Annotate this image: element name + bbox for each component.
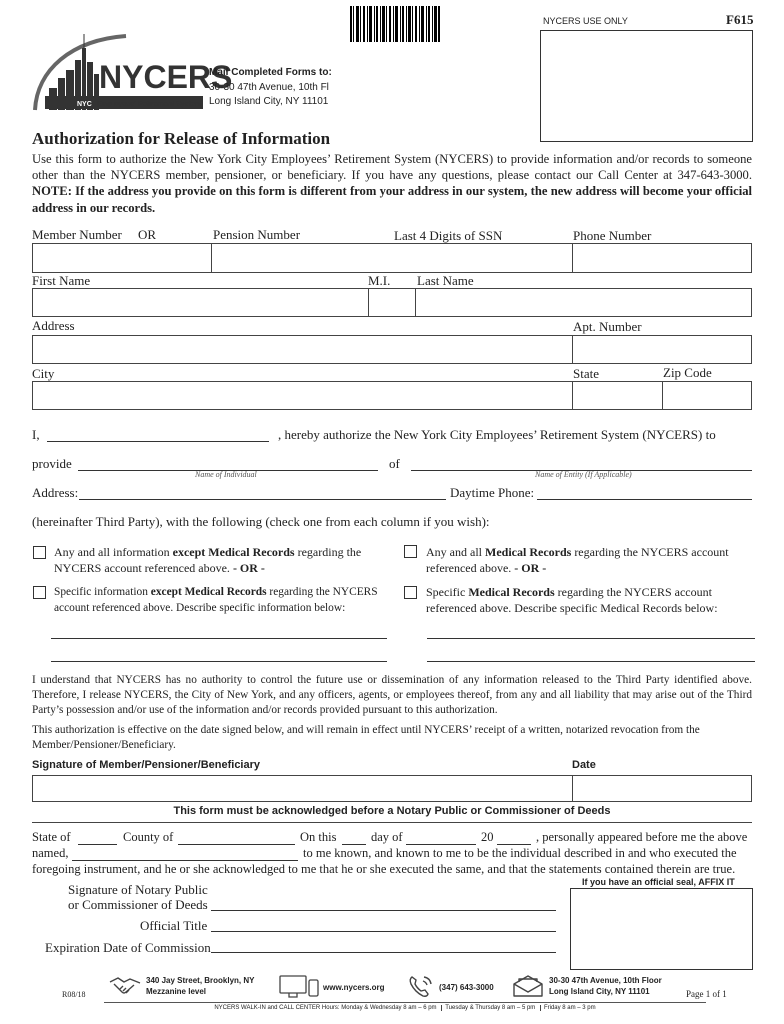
opt2-text-d: account referenced above. Describe specific information below: — [54, 602, 346, 614]
intro-text — [32, 151, 752, 216]
hours-label: NYCERS WALK-IN and CALL CENTER Hours: — [214, 1005, 340, 1011]
county-of-label: County of — [123, 830, 174, 844]
known-text: to me known, and known to me to be the individual described in and who executed the — [303, 846, 737, 860]
logo-subtitle: Employees' Retirement System — [97, 101, 201, 108]
mi-field[interactable] — [368, 288, 416, 317]
pension-ssn-field[interactable] — [211, 243, 573, 273]
specific-medical-line-2[interactable] — [427, 661, 755, 662]
intro-body: Use this form to authorize the New York City Employees’ Retirement System (NYCERS) to provide information and/or records to someone other than the NYCERS member, pensioner, or beneficiary. If you have any questions, please contact our Call Center at 347-643-3000. — [32, 152, 752, 183]
specific-info-line-1[interactable] — [51, 638, 387, 639]
opt4-text-a: Specific — [426, 585, 469, 599]
phone-label: Phone Number — [573, 228, 652, 243]
official-title-line[interactable] — [211, 931, 556, 932]
opt3-text-c: regarding the NYCERS account — [571, 545, 729, 559]
effective-paragraph: This authorization is effective on the date signed below, and will remain in effect until NYCERS’ receipt of a written, notarized revocation from the Member/Pensioner/Beneficiary. — [32, 724, 700, 751]
specific-medical-line-1[interactable] — [427, 638, 755, 639]
daytime-phone-label: Daytime Phone: — [450, 485, 535, 500]
last-name-field[interactable] — [415, 288, 752, 317]
signature-field[interactable] — [32, 775, 573, 802]
opt2-text-c: regarding the NYCERS — [266, 586, 378, 598]
notary-signature-label-1: Signature of Notary Public — [68, 882, 208, 897]
opt1-text-d: NYCERS account referenced above. — [54, 561, 233, 575]
office-use-box — [540, 30, 753, 142]
notary-seal-box — [570, 888, 753, 970]
opt1-text-c: regarding the — [294, 545, 362, 559]
notary-heading: This form must be acknowledged before a Notary Public or Commissioner of Deeds — [173, 805, 611, 817]
option-any-except-medical — [54, 544, 386, 576]
city-label: City — [32, 366, 55, 381]
first-name-field[interactable] — [32, 288, 369, 317]
member-number-field[interactable] — [32, 243, 212, 273]
foregoing-text: foregoing instrument, and he or she acknowledged to me that he or she executed the same, and that the statements contained therein are true. — [32, 862, 736, 876]
logo-text: NYCERS — [99, 59, 233, 95]
opt4-text-b: Medical Records — [468, 585, 555, 599]
mail-line1: 30-30 47th Avenue, 10th Fl — [209, 82, 329, 93]
opt2-text-b: except Medical Records — [150, 586, 267, 598]
option-specific-medical-checkbox[interactable] — [404, 586, 417, 599]
opt3-text-b: Medical Records — [485, 545, 572, 559]
member-number-label: Member Number — [32, 227, 122, 242]
i-label: I, — [32, 427, 40, 442]
hereinafter-text: (hereinafter Third Party), with the following (check one from each column if you wish): — [32, 514, 490, 529]
footer-loc1-line2: Mezzanine level — [146, 987, 207, 996]
footer-loc2-line1: 30-30 47th Avenue, 10th Floor — [549, 976, 662, 985]
or-label: OR — [138, 227, 157, 242]
signature-date-field[interactable] — [572, 775, 752, 802]
mail-line2: Long Island City, NY 11101 — [209, 96, 329, 107]
opt1-text-b: except Medical Records — [172, 545, 295, 559]
address-label: Address — [32, 318, 75, 333]
signature-label: Signature of Member/Pensioner/Beneficiary — [32, 759, 261, 771]
phone-field[interactable] — [572, 243, 752, 273]
daytime-phone-line[interactable] — [537, 499, 752, 500]
option-specific-medical — [426, 584, 756, 616]
named-label: named, — [32, 846, 69, 860]
official-title-label: Official Title — [140, 918, 208, 933]
notary-year-line[interactable] — [497, 844, 531, 845]
footer-divider — [104, 1002, 706, 1003]
page-number: Page 1 of 1 — [686, 989, 727, 999]
expiration-line[interactable] — [211, 952, 556, 953]
city-field[interactable] — [32, 381, 573, 410]
opt3-text-e: - OR - — [514, 561, 547, 575]
apt-label: Apt. Number — [573, 319, 642, 334]
provide-label: provide — [32, 456, 72, 471]
hours-fri: Friday 8 am – 3 pm — [543, 1005, 596, 1011]
of-label: of — [389, 456, 400, 471]
zip-label: Zip Code — [663, 365, 712, 380]
footer-website[interactable]: www.nycers.org — [323, 983, 385, 992]
expiration-label: Expiration Date of Commission — [45, 940, 211, 955]
last-name-label: Last Name — [417, 273, 474, 288]
option-any-medical — [426, 544, 756, 576]
state-label: State — [573, 366, 599, 381]
opt4-text-d: referenced above. Describe specific Medical Records below: — [426, 601, 718, 615]
barcode — [350, 6, 440, 42]
ssn-label: Last 4 Digits of SSN — [394, 228, 503, 243]
notary-day-line[interactable] — [342, 844, 366, 845]
hours-tue-thu: Tuesday & Thursday 8 am – 5 pm — [445, 1005, 536, 1011]
option-specific-except-medical-checkbox[interactable] — [33, 586, 46, 599]
footer-phone: (347) 643-3000 — [439, 983, 494, 992]
form-code: F615 — [726, 12, 754, 27]
state-field[interactable] — [572, 381, 663, 410]
notary-county-line[interactable] — [178, 844, 295, 845]
notary-state-line[interactable] — [78, 844, 117, 845]
address-field[interactable] — [32, 335, 573, 364]
hours-mon-wed: Monday & Wednesday 8 am – 6 pm — [341, 1005, 437, 1011]
notary-divider — [32, 822, 752, 823]
handshake-icon — [108, 974, 142, 998]
mail-icon — [511, 974, 545, 998]
opt1-text-e: - OR - — [232, 561, 265, 575]
pension-number-label: Pension Number — [213, 227, 301, 242]
day-of-label: day of — [371, 830, 403, 844]
option-specific-except-medical — [54, 584, 386, 616]
year-prefix-label: 20 — [481, 830, 494, 844]
option-any-medical-checkbox[interactable] — [404, 545, 417, 558]
form-title: Authorization for Release of Information — [32, 129, 331, 148]
footer-hours — [104, 1005, 706, 1011]
notary-signature-line[interactable] — [211, 910, 556, 911]
mail-title: Mail Completed Forms to: — [209, 67, 332, 78]
opt4-text-c: regarding the NYCERS account — [554, 585, 712, 599]
specific-info-line-2[interactable] — [51, 661, 387, 662]
revision-code: R08/18 — [62, 990, 86, 999]
seal-note: If you have an official seal, AFFIX IT — [582, 877, 735, 887]
intro-note: NOTE: If the address you provide on this form is different from your address in our system, the new address will become your official address in our records. — [32, 184, 752, 215]
authorizer-name-line[interactable] — [47, 441, 269, 442]
nycers-logo — [31, 30, 233, 115]
office-use-label: NYCERS USE ONLY — [543, 16, 628, 26]
option-any-except-medical-checkbox[interactable] — [33, 546, 46, 559]
footer-loc2-line2: Long Island City, NY 11101 — [549, 987, 650, 996]
third-party-address-line[interactable] — [79, 499, 446, 500]
footer-loc1-line1: 340 Jay Street, Brooklyn, NY — [146, 976, 255, 985]
computer-icon — [278, 974, 320, 1000]
name-entity-caption: Name of Entity (If Applicable) — [535, 470, 632, 479]
appeared-text: , personally appeared before me the above — [536, 830, 748, 844]
opt3-text-d: referenced above. — [426, 561, 515, 575]
release-paragraph: I understand that NYCERS has no authority to control the future use or dissemination of any information released to the Third Party identified above. Therefore, I release NYCERS, the City of New York, and any officers, agents, or employees thereof, from any and all liability that may arise out of the Third Party’s possession and/or use of the information and/or records provided pursuant to this authorization. — [32, 674, 752, 716]
notary-month-line[interactable] — [406, 844, 476, 845]
opt2-text-a: Specific information — [54, 586, 151, 598]
opt3-text-a: Any and all — [426, 545, 485, 559]
name-individual-caption: Name of Individual — [195, 470, 257, 479]
state-of-label: State of — [32, 830, 71, 844]
mi-label: M.I. — [368, 273, 391, 288]
logo-nyc: NYC — [77, 101, 92, 108]
notary-named-line[interactable] — [72, 860, 298, 861]
authorize-text: , hereby authorize the New York City Employees’ Retirement System (NYCERS) to — [278, 427, 716, 442]
phone-icon — [406, 973, 436, 999]
third-party-address-label: Address: — [32, 485, 79, 500]
date-label: Date — [572, 759, 596, 771]
zip-field[interactable] — [662, 381, 752, 410]
opt1-text-a: Any and all information — [54, 545, 173, 559]
apt-field[interactable] — [572, 335, 752, 364]
first-name-label: First Name — [32, 273, 91, 288]
notary-signature-label-2: or Commissioner of Deeds — [68, 897, 208, 912]
on-this-label: On this — [300, 830, 337, 844]
